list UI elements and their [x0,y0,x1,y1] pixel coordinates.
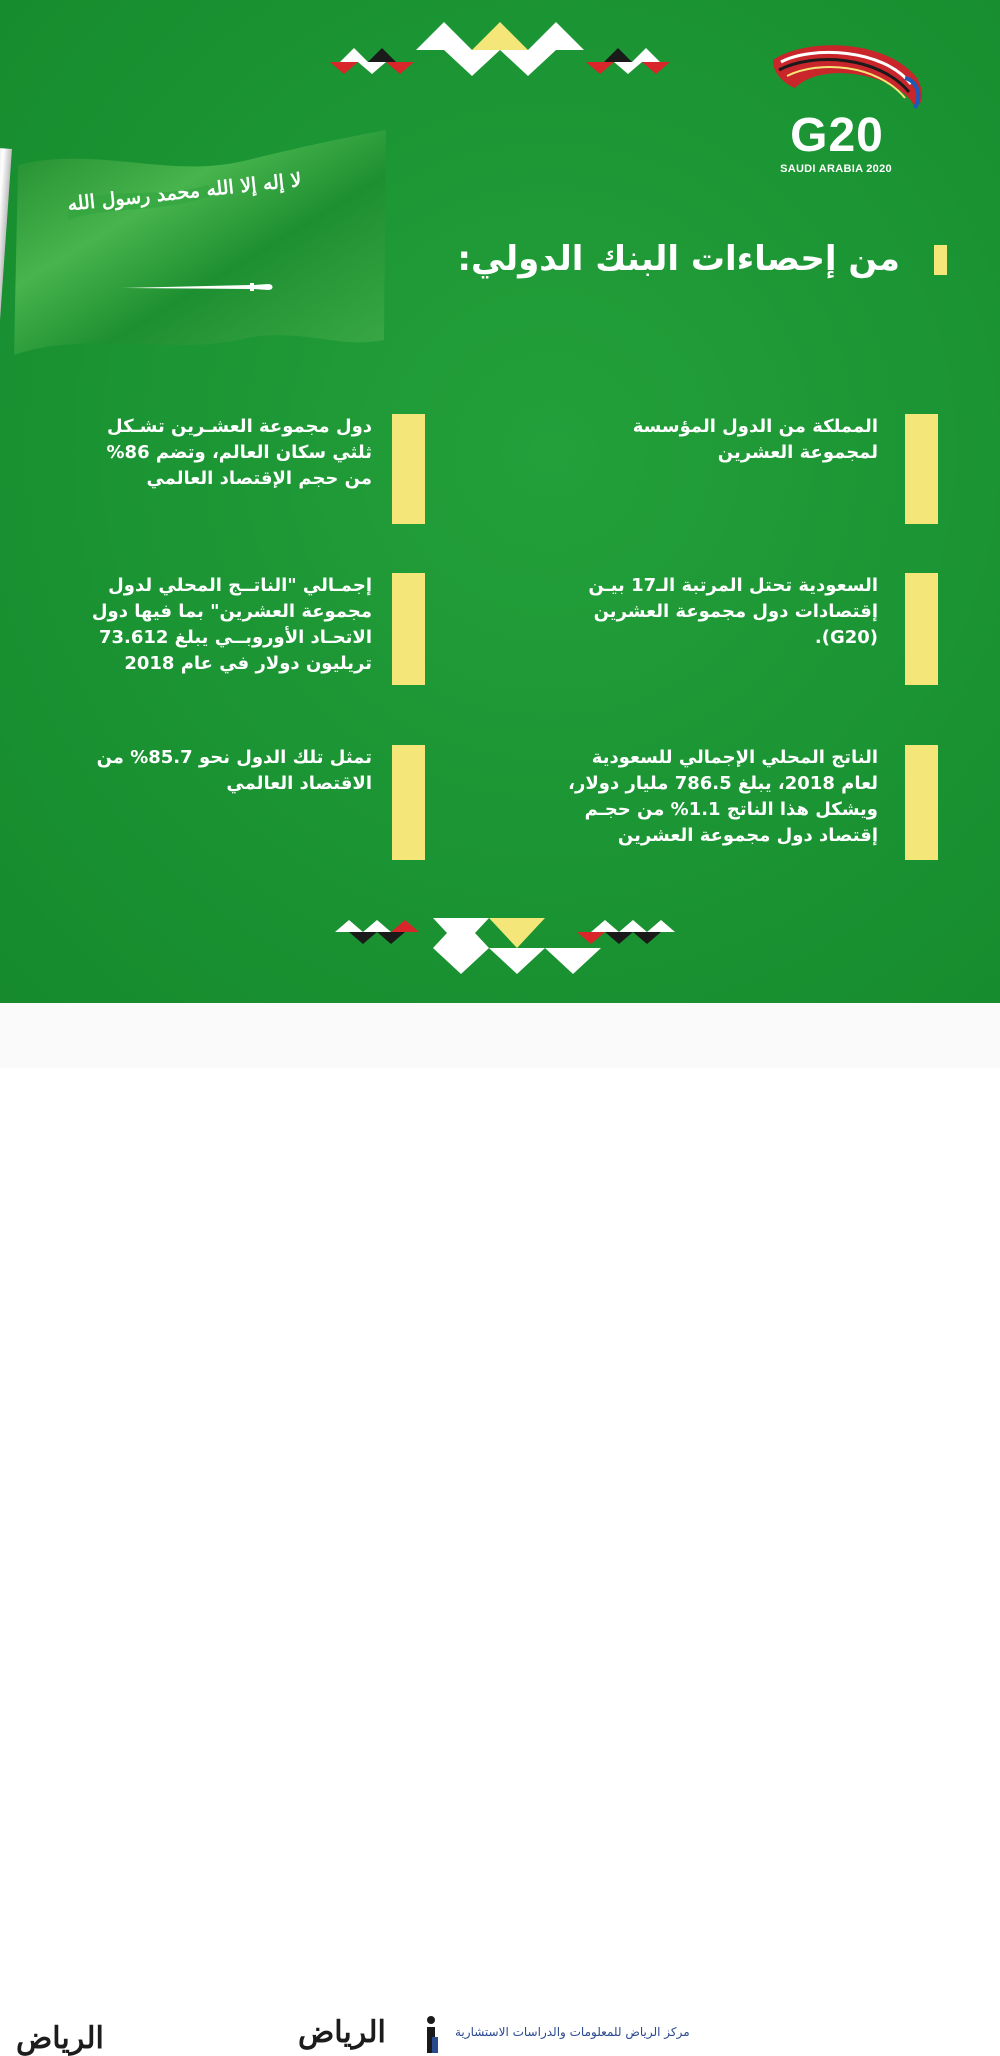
heading-accent-bar [934,245,947,275]
center-name: مركز الرياض للمعلومات والدراسات الاستشارية [455,2025,690,2039]
footer [0,1003,1000,2056]
stat-line: ثلثي سكان العالم، وتضم 86% [106,442,372,463]
stat-line: من حجم الإقتصاد العالمي [146,468,372,489]
stat-bar-gdp-group [392,573,425,685]
g20-logo-text: G20 [790,109,884,162]
stat-line: إجمـالي "الناتــج المحلي لدول [108,575,372,596]
stat-bar-rank [905,573,938,685]
stat-line: دول مجموعة العشـرين تشـكل [107,416,372,437]
page-title: من إحصاءات البنك الدولي: [457,239,900,279]
stat-line: الناتج المحلي الإجمالي للسعودية [591,747,878,768]
newspaper-logo-left: الرياض [16,2021,104,2056]
stat-line: إقتصاد دول مجموعة العشرين [617,825,878,846]
stat-line: مجموعة العشرين" بما فيها دول [91,601,372,622]
stat-line: (G20). [814,627,878,648]
stat-line: لمجموعة العشرين [717,442,878,463]
stat-line: السعودية تحتل المرتبة الـ17 بيـن [588,575,878,596]
stat-population [107,414,373,492]
stat-founding [633,414,878,466]
infographic-panel [0,0,1000,1003]
stat-line: لعام 2018، يبلغ 786.5 مليار دولار، [568,773,878,794]
stat-line: المملكة من الدول المؤسسة [632,416,878,437]
stat-rank [588,573,878,651]
stat-bar-population [392,414,425,524]
saudi-flag-icon [8,125,398,365]
stat-line: تريليون دولار في عام 2018 [124,653,372,674]
stat-line: الاتحـاد الأوروبــي يبلغ 73.612 [98,627,372,648]
bottom-triangle-ornament-icon [335,912,675,974]
stat-line: ويشكل هذا الناتج 1.1% من حجـم [584,799,878,820]
stat-bar-gdp-saudi [905,745,938,860]
stat-share [97,745,372,797]
g20-logo-subtitle: SAUDI ARABIA 2020 [780,163,892,175]
flag-sword-icon [118,275,278,299]
stat-line: إقتصادات دول مجموعة العشرين [593,601,878,622]
stat-line: تمثل تلك الدول نحو 85.7% من [96,747,372,768]
stat-bar-founding [905,414,938,524]
newspaper-logo-center: الرياض [298,2015,386,2050]
stat-line: الاقتصاد العالمي [226,773,372,794]
top-triangle-ornament-icon [330,18,670,78]
stat-gdp-saudi [568,745,878,849]
flag-shahada: لا إله إلا الله محمد رسول الله [66,169,303,216]
stat-bar-share [392,745,425,860]
stat-gdp-group [92,573,372,677]
info-center-icon [422,2015,440,2055]
